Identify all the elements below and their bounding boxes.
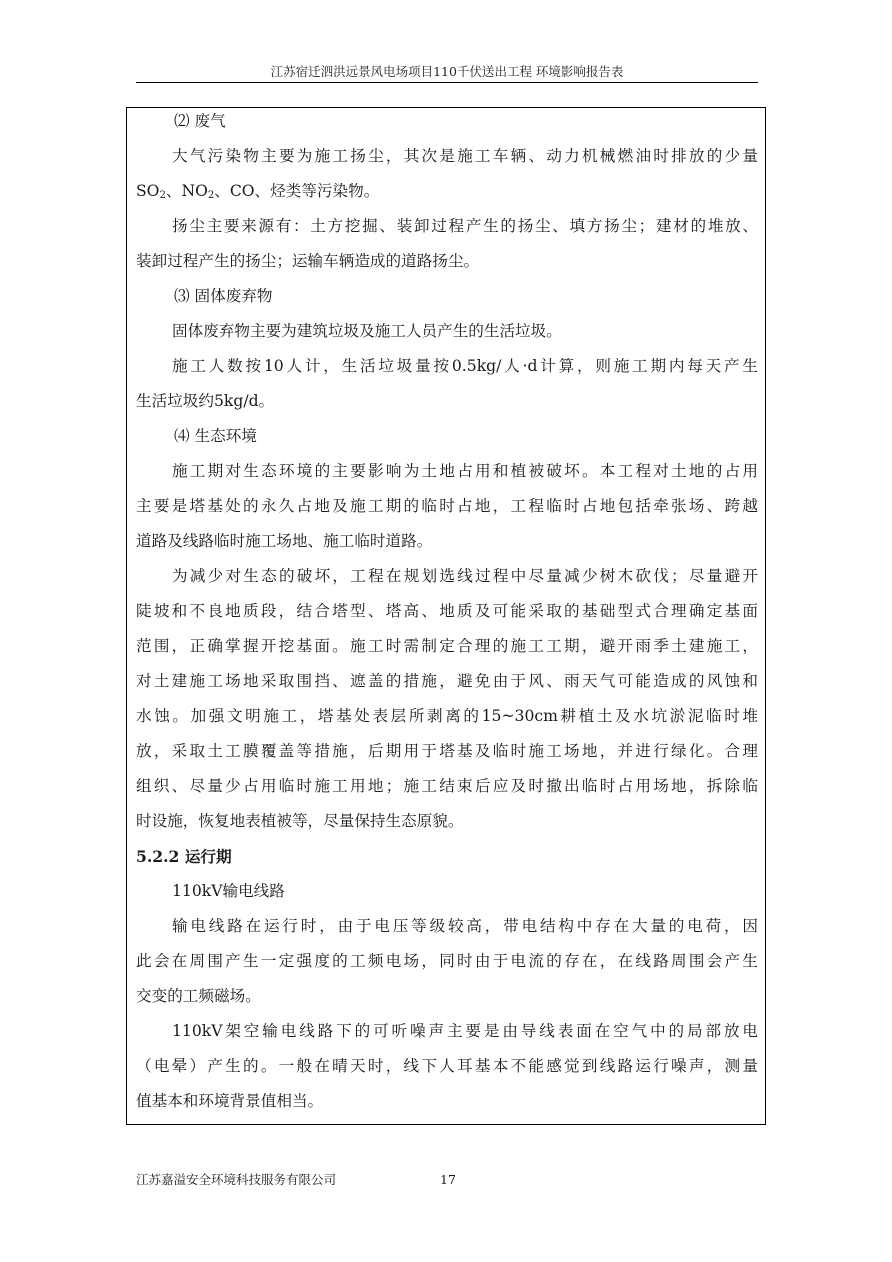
paragraph-line: 交变的工频磁场。 xyxy=(136,987,261,1005)
paragraph-line xyxy=(136,174,758,209)
paragraph-line: 110kV架空输电线路下的可听噪声主要是由导线表面在空气中的局部放电 xyxy=(172,1022,758,1040)
paragraph-line: 施工人数按10人计，生活垃圾量按0.5kg/人·d计算，则施工期内每天产生 xyxy=(172,357,758,375)
paragraph-line: （电晕）产生的。一般在晴天时，线下人耳基本不能感觉到线路运行噪声，测量 xyxy=(136,1057,758,1075)
body-text xyxy=(136,104,758,1119)
subscript: 2 xyxy=(207,190,215,201)
paragraph-line: 组织、尽量少占用临时施工用地；施工结束后应及时撤出临时占用场地，拆除临 xyxy=(136,777,758,795)
subscript: 2 xyxy=(159,190,166,201)
paragraph-line: 装卸过程产生的扬尘；运输车辆造成的道路扬尘。 xyxy=(136,252,480,270)
subheading-solid-waste: ⑶ 固体废弃物 xyxy=(174,287,273,305)
paragraph-line: 放，采取土工膜覆盖等措施，后期用于塔基及临时施工场地，并进行绿化。合理 xyxy=(136,742,758,760)
text-no: 、NO xyxy=(165,182,208,200)
paragraph-line: 生活垃圾约5kg/d。 xyxy=(136,392,275,410)
text-so: SO xyxy=(136,182,160,200)
paragraph-line: 大气污染物主要为施工扬尘，其次是施工车辆、动力机械燃油时排放的少量 xyxy=(172,147,758,165)
subheading-waste-gas: ⑵ 废气 xyxy=(174,112,226,130)
footer-company: 江苏嘉溢安全环境科技服务有限公司 xyxy=(136,1172,337,1187)
subheading-110kv: 110kV输电线路 xyxy=(172,882,285,900)
paragraph-line: 固体废弃物主要为建筑垃圾及施工人员产生的生活垃圾。 xyxy=(172,322,562,340)
paragraph-line: 值基本和环境背景值相当。 xyxy=(136,1092,324,1110)
paragraph-line: 对土建施工场地采取围挡、遮盖的措施，避免由于风、雨天气可能造成的风蚀和 xyxy=(136,672,758,690)
paragraph-line: 时设施，恢复地表植被等，尽量保持生态原貌。 xyxy=(136,812,464,830)
paragraph-line: 范围，正确掌握开挖基面。施工时需制定合理的施工工期，避开雨季土建施工， xyxy=(136,637,758,655)
page-number: 17 xyxy=(440,1172,456,1187)
section-heading: 5.2.2 运行期 xyxy=(136,847,232,866)
paragraph-line: 道路及线路临时施工场地、施工临时道路。 xyxy=(136,532,433,550)
paragraph-line: 为减少对生态的破坏，工程在规划选线过程中尽量减少树木砍伐；尽量避开 xyxy=(172,567,758,585)
page-header: 江苏宿迁泗洪远景风电场项目110千伏送出工程 环境影响报告表 xyxy=(270,64,624,79)
paragraph-line: 此会在周围产生一定强度的工频电场，同时由于电流的存在，在线路周围会产生 xyxy=(136,952,758,970)
paragraph-line: 扬尘主要来源有：土方挖掘、装卸过程产生的扬尘、填方扬尘；建材的堆放、 xyxy=(172,217,758,235)
paragraph-line: 输电线路在运行时，由于电压等级较高，带电结构中存在大量的电荷，因 xyxy=(172,917,758,935)
paragraph-line: 施工期对生态环境的主要影响为土地占用和植被破坏。本工程对土地的占用 xyxy=(172,462,758,480)
header-rule xyxy=(136,82,758,83)
text-rest: 、CO、烃类等污染物。 xyxy=(214,182,380,200)
paragraph-line: 陡坡和不良地质段，结合塔型、塔高、地质及可能采取的基础型式合理确定基面 xyxy=(136,602,758,620)
paragraph-line: 水蚀。加强文明施工，塔基处表层所剥离的15~30cm耕植土及水坑淤泥临时堆 xyxy=(136,707,758,725)
paragraph-line: 主要是塔基处的永久占地及施工期的临时占地，工程临时占地包括牵张场、跨越 xyxy=(136,497,758,515)
subheading-ecology: ⑷ 生态环境 xyxy=(174,427,257,445)
